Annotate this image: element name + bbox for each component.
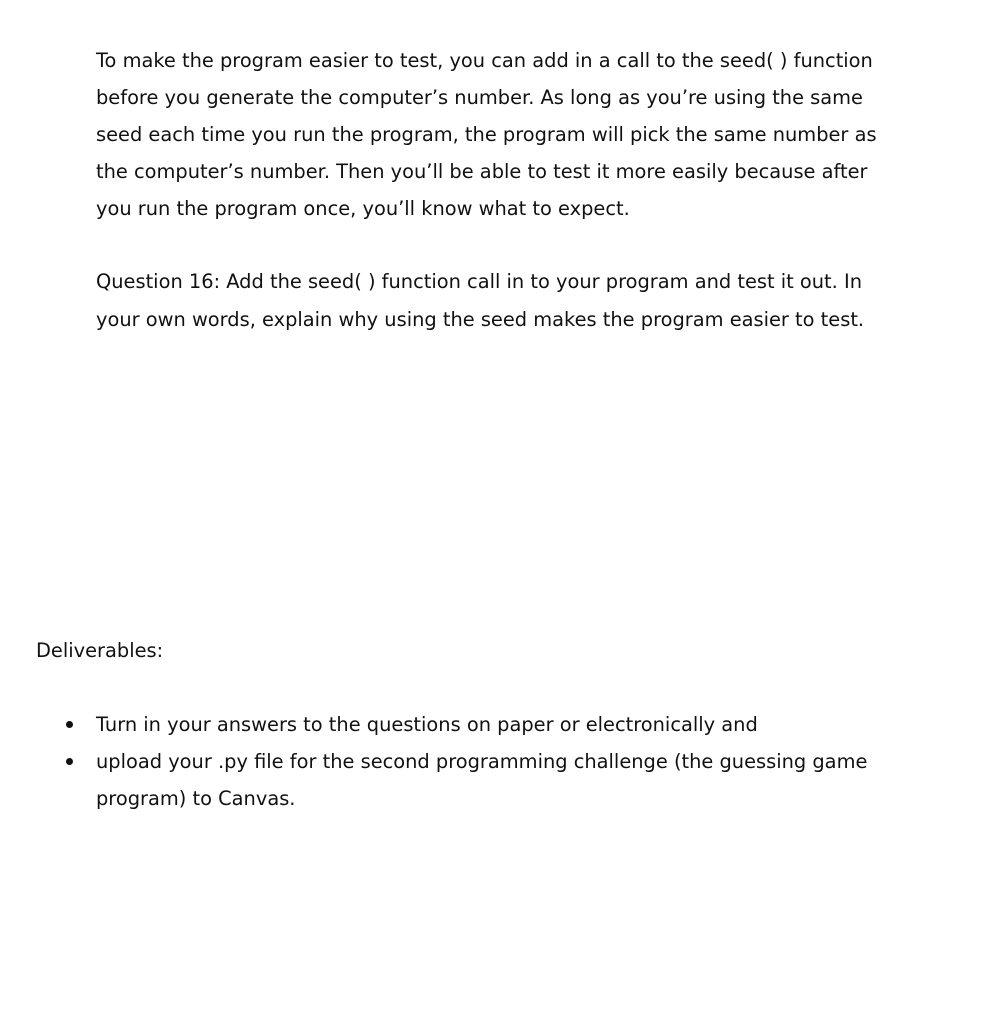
intro-line-4: the computer’s number. Then you’ll be able to test it more easily because after — [96, 160, 868, 183]
intro-line-5: you run the program once, you’ll know what to expect. — [96, 197, 630, 220]
list-item-line: Turn in your answers to the questions on paper or electronically and — [96, 713, 758, 736]
bullet-icon — [66, 721, 73, 728]
question-16-line-2: your own words, explain why using the seed makes the program easier to test. — [96, 308, 865, 331]
intro-line-2: before you generate the computer’s number. As long as you’re using the same — [96, 86, 863, 109]
list-item-line: program) to Canvas. — [96, 787, 296, 810]
deliverables-heading: Deliverables: — [36, 639, 164, 662]
intro-line-3: seed each time you run the program, the program will pick the same number as — [96, 123, 877, 146]
question-16-line-1: Question 16: Add the seed( ) function call in to your program and test it out. In — [96, 270, 862, 293]
bullet-icon — [66, 758, 73, 765]
intro-line-1: To make the program easier to test, you can add in a call to the seed( ) function — [96, 49, 873, 72]
list-item-line: upload your .py file for the second programming challenge (the guessing game — [96, 750, 868, 773]
